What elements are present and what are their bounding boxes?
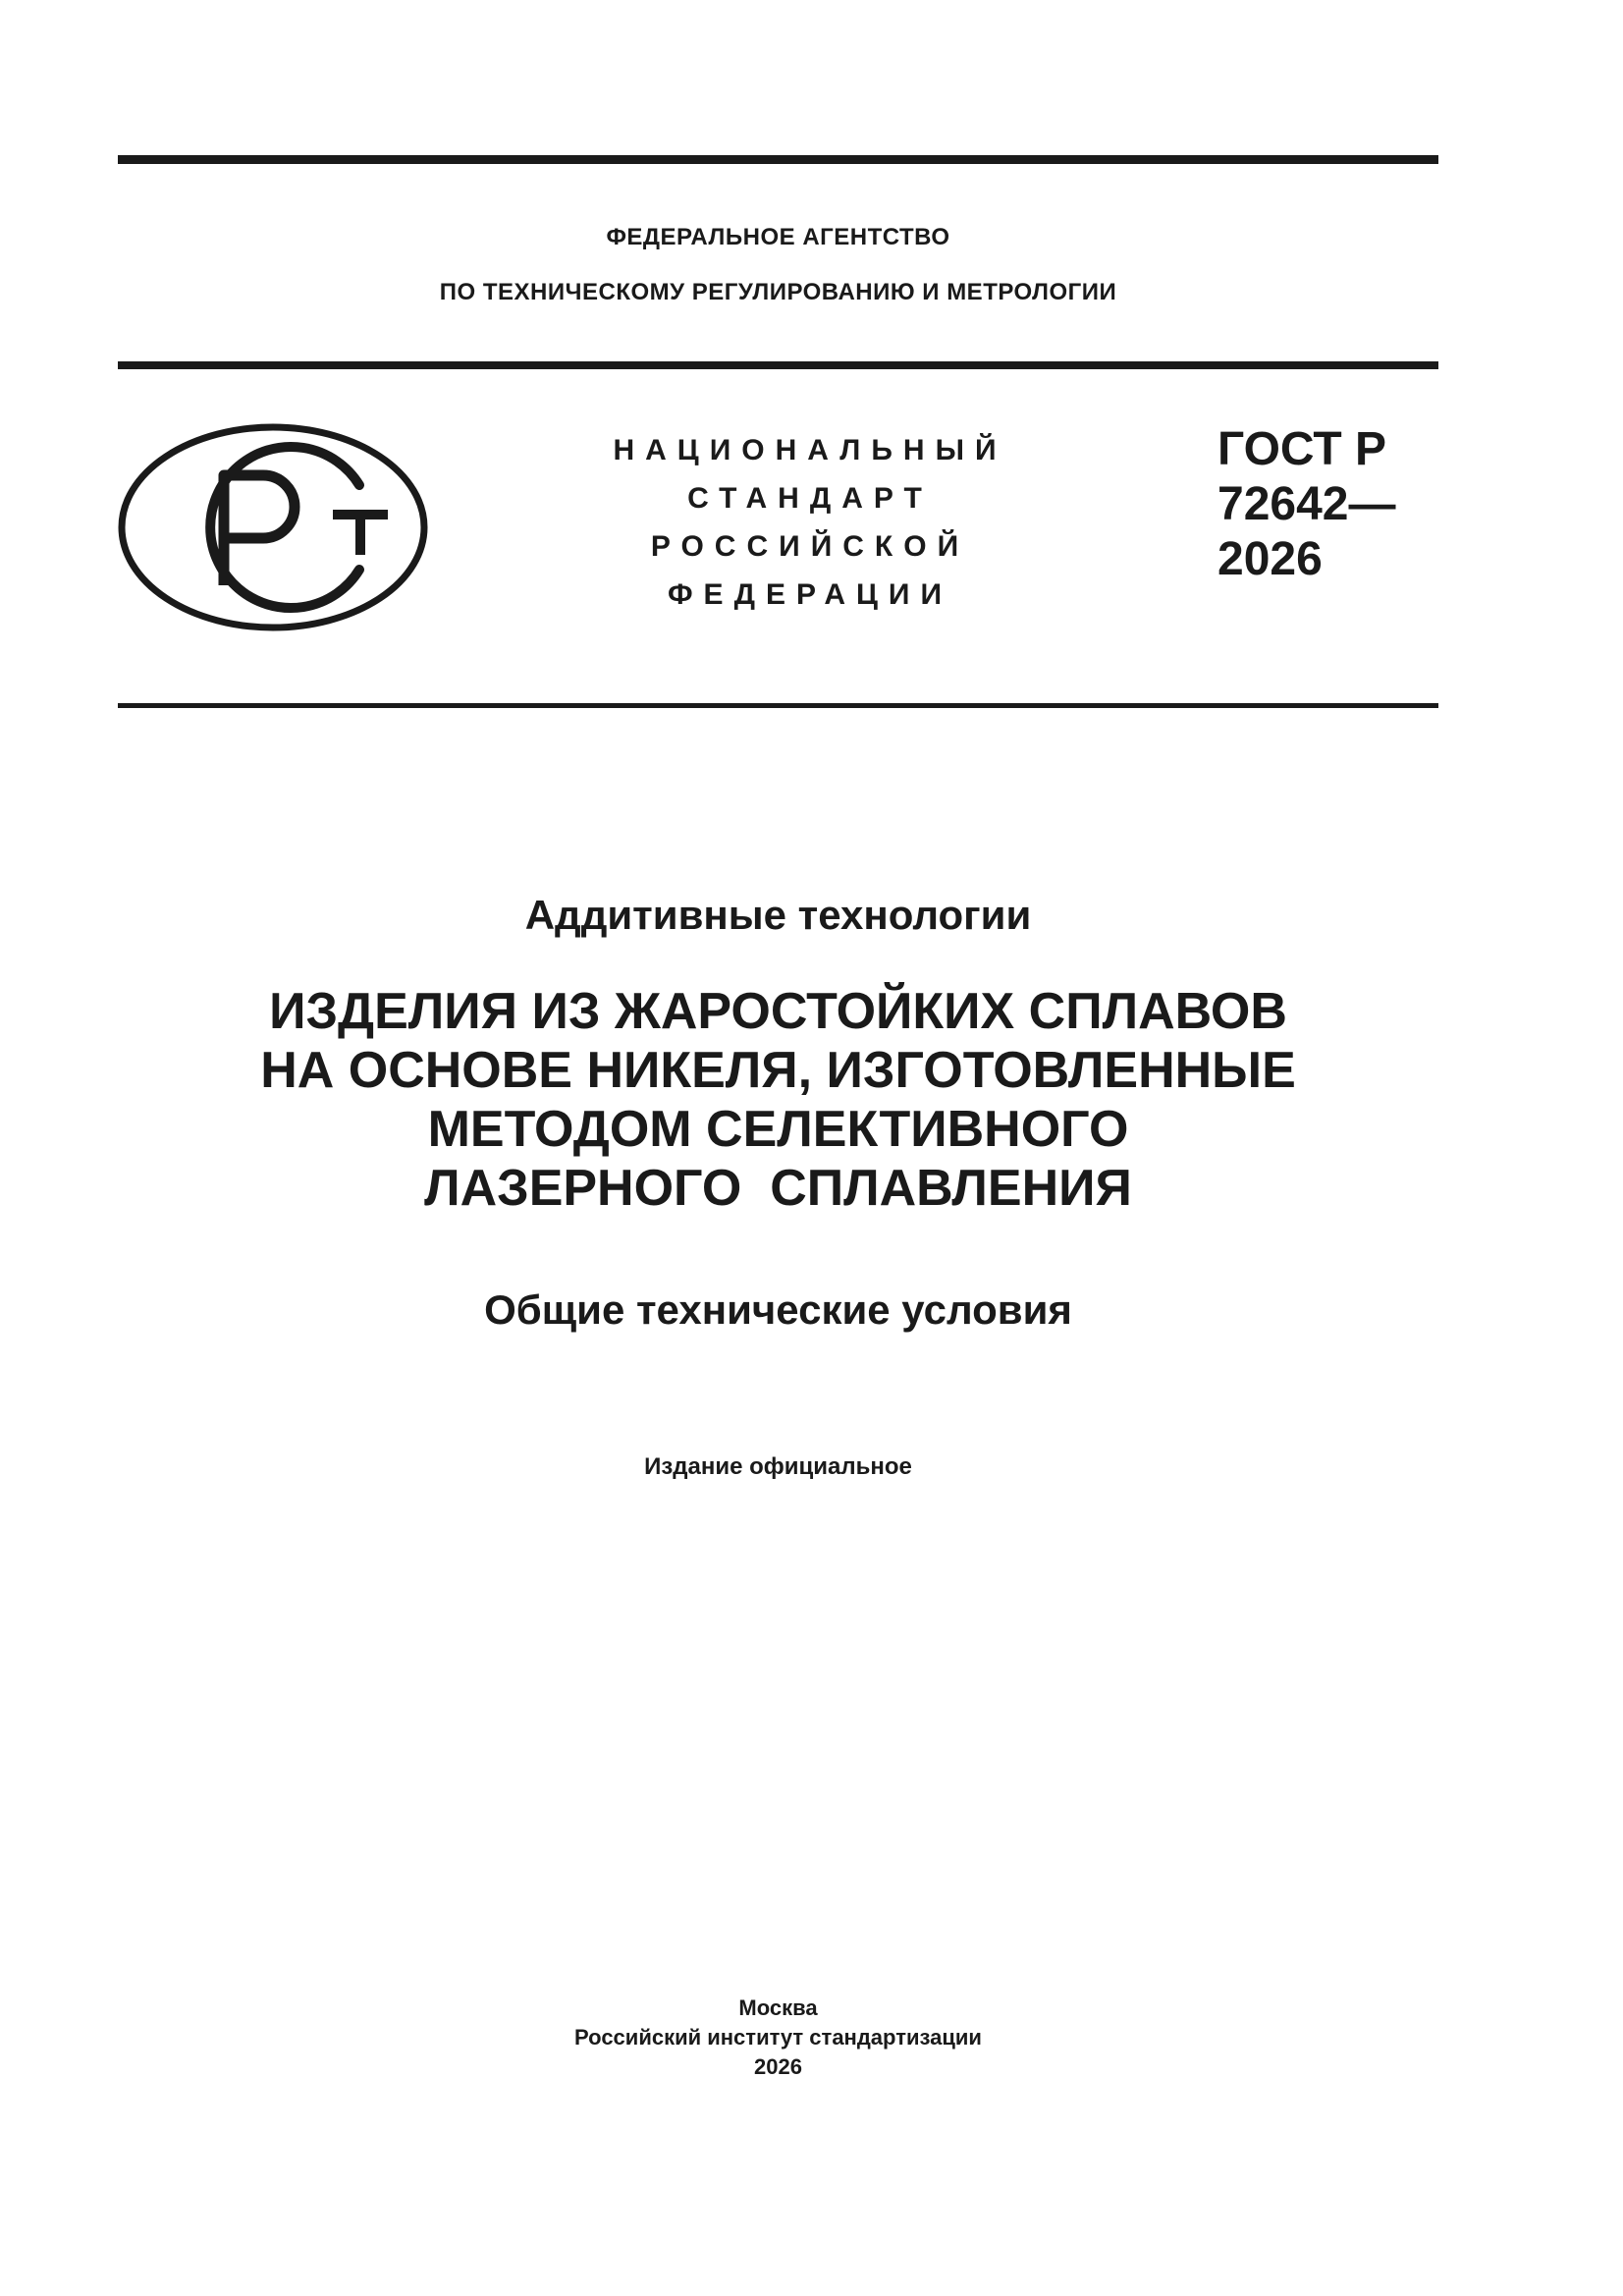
imprint: [118, 1994, 1438, 2082]
imprint-city: Москва: [738, 1995, 818, 2020]
standard-designation: [1217, 422, 1395, 587]
title-line2: НА ОСНОВЕ НИКЕЛЯ, ИЗГОТОВЛЕННЫЕ: [260, 1042, 1296, 1099]
document-subtitle: Общие технические условия: [484, 1286, 1072, 1333]
standard-type-line4: ФЕДЕРАЦИИ: [667, 578, 953, 611]
imprint-year: 2026: [754, 2054, 802, 2079]
top-rule: [118, 155, 1438, 164]
standard-type-line2: СТАНДАРТ: [687, 482, 933, 515]
designation-line1: ГОСТ Р: [1217, 423, 1387, 475]
bottom-rule: [118, 703, 1438, 708]
imprint-publisher: Российский институт стандартизации: [574, 2025, 982, 2050]
document-series: Аддитивные технологии: [524, 892, 1032, 938]
designation-line2: 72642—: [1217, 478, 1396, 530]
title-line4: ЛАЗЕРНОГО СПЛАВЛЕНИЯ: [424, 1160, 1132, 1217]
agency-name-line1: ФЕДЕРАЛЬНОЕ АГЕНТСТВО: [606, 224, 950, 250]
title-line1: ИЗДЕЛИЯ ИЗ ЖАРОСТОЙКИХ СПЛАВОВ: [269, 983, 1287, 1040]
designation-line3: 2026: [1217, 533, 1323, 585]
edition-note: Издание официальное: [644, 1453, 912, 1480]
document-title: [118, 982, 1438, 1218]
standard-type: [579, 426, 1041, 619]
title-line3: МЕТОДОМ СЕЛЕКТИВНОГО: [427, 1101, 1129, 1158]
rst-conformity-mark-icon: [116, 420, 430, 634]
standard-type-line3: РОССИЙСКОЙ: [650, 530, 970, 563]
standard-type-line1: НАЦИОНАЛЬНЫЙ: [613, 434, 1007, 466]
agency-name-line2: ПО ТЕХНИЧЕСКОМУ РЕГУЛИРОВАНИЮ И МЕТРОЛОГИИ: [439, 279, 1117, 305]
middle-rule: [118, 361, 1438, 369]
